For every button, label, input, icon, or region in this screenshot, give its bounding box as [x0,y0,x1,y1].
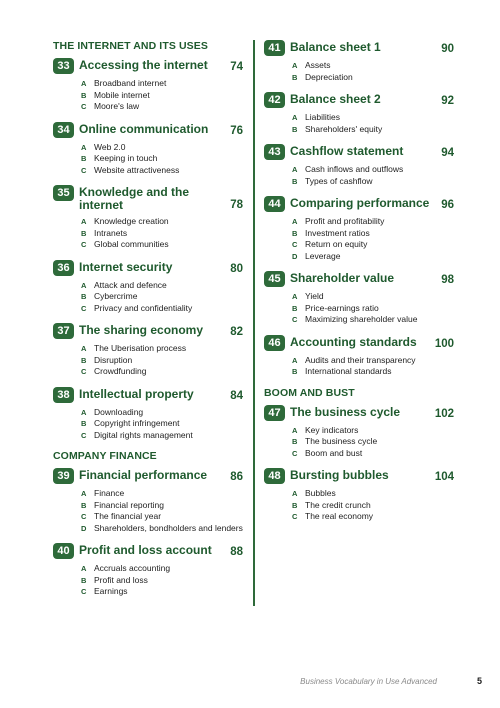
unit-heading [53,468,243,484]
unit-title: Accounting standards [290,334,417,349]
subtopic-text: Downloading [94,406,144,417]
subtopic-text: Finance [94,488,125,498]
unit-title: Shareholder value [290,271,395,285]
subtopic-item [81,407,243,419]
unit-heading [53,387,243,403]
unit-heading [53,323,243,339]
subtopic-list [292,112,454,135]
subtopic-list [81,407,243,442]
subtopic-text: Cybercrime [94,291,138,301]
unit-page-number: 80 [230,262,243,275]
subtopic-text: The real economy [305,511,374,521]
subtopic-letter: A [81,142,87,152]
subtopic-item [292,216,454,228]
unit-page-number: 86 [230,471,243,483]
subtopic-item [292,60,454,72]
column-divider [253,40,255,606]
subtopic-list [292,216,454,262]
unit-number-badge: 47 [264,405,285,421]
subtopic-item [81,153,243,165]
subtopic-text: Privacy and confidentiality [94,302,193,313]
subtopic-item [292,164,454,176]
unit-title: Financial performance [79,468,208,482]
subtopic-text: The business cycle [305,436,378,446]
unit-number-badge: 36 [53,260,74,276]
subtopic-item [292,239,454,251]
subtopic-item [292,303,454,315]
unit-page-number: 88 [230,546,243,558]
subtopic-item [81,228,243,240]
unit-entry [264,271,454,326]
unit-title: Online communication [79,121,209,136]
unit-heading [264,40,454,56]
subtopic-item [81,366,243,378]
unit-page-number: 102 [434,407,454,420]
subtopic-letter: C [81,367,87,376]
subtopic-letter: B [81,154,87,163]
unit-heading [264,92,454,108]
unit-entry [264,405,454,460]
unit-page-number: 94 [441,147,454,159]
unit-entry [53,122,243,177]
subtopic-list [81,280,243,315]
unit-heading [53,260,243,276]
subtopic-item [292,112,454,124]
subtopic-item [81,430,243,442]
subtopic-text: Crowdfunding [94,366,147,376]
subtopic-item [292,448,454,460]
unit-entry [53,260,243,315]
unit-entry [264,144,454,187]
unit-title: Balance sheet 1 [290,40,381,54]
subtopic-list [292,291,454,326]
unit-title: Bursting bubbles [290,468,389,482]
subtopic-text: Yield [305,291,324,301]
subtopic-text: Digital rights management [94,429,193,440]
unit-entry [53,543,243,598]
subtopic-letter: A [81,280,87,290]
subtopic-letter: B [81,500,87,510]
subtopic-text: Copyright infringement [94,418,180,428]
subtopic-letter: D [292,251,298,261]
subtopic-item [81,488,243,500]
subtopic-item [292,72,454,84]
subtopic-text: Cash inflows and outflows [305,164,404,174]
unit-title: The business cycle [290,404,401,419]
unit-heading [264,335,454,351]
unit-title: Profit and loss account [79,543,212,557]
subtopic-list [292,488,454,523]
unit-page-number: 98 [441,274,454,286]
subtopic-item [81,575,243,587]
unit-heading [53,58,243,74]
subtopic-text: Maximizing shareholder value [305,314,418,324]
subtopic-item [81,291,243,303]
subtopic-text: Audits and their transparency [305,354,416,365]
subtopic-letter: A [292,355,298,365]
subtopic-text: Shareholders, bondholders and lenders [94,522,243,533]
page-number: 5 [476,676,482,686]
subtopic-letter: B [292,228,298,238]
unit-entry [53,387,243,442]
section-heading: THE INTERNET AND ITS USES [53,40,208,52]
unit-title: Balance sheet 2 [290,92,381,106]
unit-heading [264,405,454,421]
page-footer [300,676,482,686]
unit-page-number: 90 [441,43,454,55]
unit-page-number: 76 [230,124,243,137]
subtopic-text: Disruption [94,354,133,365]
section-heading: BOOM AND BUST [264,386,355,399]
subtopic-item [292,176,454,188]
unit-page-number: 92 [441,95,454,107]
subtopic-item [81,563,243,575]
subtopic-text: Broadband internet [94,78,167,88]
subtopic-letter: A [292,61,298,70]
subtopic-item [292,425,454,437]
subtopic-text: The financial year [94,511,162,521]
unit-entry [53,323,243,378]
unit-heading [264,144,454,160]
unit-heading [264,468,454,484]
unit-page-number: 82 [230,326,243,338]
unit-page-number: 100 [434,337,454,350]
unit-entry [264,92,454,135]
unit-title: The sharing economy [79,323,204,337]
unit-title: Internet security [79,259,173,274]
subtopic-text: Intranets [94,227,128,238]
subtopic-text: Key indicators [305,424,359,435]
subtopic-item [81,418,243,430]
subtopic-text: Earnings [94,586,128,596]
subtopic-item [81,523,243,535]
unit-page-number: 78 [230,199,243,211]
subtopic-letter: C [292,448,298,458]
unit-title: Comparing performance [290,196,430,210]
subtopic-item [81,78,243,90]
subtopic-list [81,142,243,177]
subtopic-letter: A [292,425,298,435]
subtopic-letter: A [292,217,298,226]
subtopic-text: Shareholders' equity [305,123,383,134]
unit-entry [264,196,454,262]
subtopic-text: Keeping in touch [94,153,158,163]
unit-number-badge: 45 [264,271,285,287]
subtopic-letter: C [81,303,87,313]
subtopic-text: Moore's law [94,101,140,111]
subtopic-text: Depreciation [305,71,353,82]
subtopic-item [81,239,243,251]
subtopic-letter: B [292,303,298,313]
unit-entry [53,58,243,113]
subtopic-list [81,343,243,378]
subtopic-text: The credit crunch [305,499,371,510]
subtopic-text: Liabilities [305,112,340,122]
subtopic-letter: C [292,315,298,324]
subtopic-letter: B [292,500,298,510]
unit-number-badge: 34 [53,122,74,138]
subtopic-letter: D [81,523,87,533]
subtopic-item [81,343,243,355]
subtopic-text: Boom and bust [305,447,363,458]
subtopic-text: Profit and loss [94,574,148,585]
subtopic-letter: C [81,102,87,111]
subtopic-item [81,511,243,523]
subtopic-text: Website attractiveness [94,164,180,175]
subtopic-item [81,303,243,315]
subtopic-text: Types of cashflow [305,175,373,186]
subtopic-letter: C [81,240,87,249]
subtopic-list [292,60,454,83]
subtopic-letter: B [292,437,298,446]
subtopic-letter: B [81,419,87,428]
subtopic-item [81,500,243,512]
unit-page-number: 74 [230,61,243,73]
subtopic-list [81,216,243,251]
subtopic-item [81,165,243,177]
subtopic-text: Bubbles [305,488,336,498]
subtopic-item [81,586,243,598]
subtopic-list [292,164,454,187]
unit-entry [264,40,454,83]
subtopic-letter: A [81,79,87,88]
unit-title: Accessing the internet [79,58,208,72]
unit-number-badge: 41 [264,40,285,56]
subtopic-item [292,511,454,523]
subtopic-letter: B [81,575,87,585]
unit-entry [53,468,243,534]
subtopic-item [292,314,454,326]
subtopic-item [81,90,243,102]
subtopic-letter: A [81,217,87,226]
unit-page-number: 84 [230,389,243,402]
book-title: Business Vocabulary in Use Advanced [300,677,437,686]
unit-heading [264,196,454,212]
unit-number-badge: 42 [264,92,285,108]
subtopic-letter: A [292,113,298,122]
unit-entry [264,468,454,523]
unit-heading [53,185,243,212]
subtopic-item [292,436,454,448]
subtopic-letter: A [81,489,87,498]
subtopic-letter: C [81,512,87,521]
unit-number-badge: 37 [53,323,74,339]
subtopic-item [292,488,454,500]
subtopic-text: Global communities [94,239,169,249]
unit-heading [264,271,454,287]
subtopic-item [292,500,454,512]
subtopic-item [81,101,243,113]
subtopic-item [81,280,243,292]
contents-right-column [264,40,454,532]
subtopic-text: Attack and defence [94,279,167,290]
subtopic-letter: B [81,355,87,365]
unit-heading [53,122,243,138]
subtopic-item [292,291,454,303]
unit-number-badge: 33 [53,58,74,74]
subtopic-text: International standards [305,366,392,376]
subtopic-letter: B [292,72,298,82]
subtopic-letter: B [81,90,87,100]
unit-page-number: 104 [434,471,454,483]
unit-entry [264,335,454,378]
unit-number-badge: 39 [53,468,74,484]
unit-number-badge: 43 [264,144,285,160]
unit-number-badge: 44 [264,196,285,212]
unit-number-badge: 46 [264,335,285,351]
subtopic-text: Return on equity [305,239,368,249]
subtopic-list [292,425,454,460]
subtopic-text: Financial reporting [94,499,164,510]
subtopic-item [292,251,454,263]
unit-title: Intellectual property [79,386,194,401]
subtopic-text: Assets [305,60,331,70]
unit-entry [53,185,243,251]
subtopic-letter: B [292,124,298,134]
unit-number-badge: 38 [53,387,74,403]
subtopic-text: Web 2.0 [94,141,126,152]
subtopic-text: Investment ratios [305,227,370,238]
subtopic-letter: C [81,587,87,596]
subtopic-list [81,563,243,598]
subtopic-text: Mobile internet [94,89,150,100]
subtopic-letter: C [81,430,87,440]
unit-page-number: 96 [441,199,454,211]
subtopic-letter: C [81,165,87,175]
subtopic-letter: A [292,292,298,301]
subtopic-item [81,142,243,154]
subtopic-text: Profit and profitability [305,216,385,226]
subtopic-text: Accruals accounting [94,563,171,573]
subtopic-letter: B [292,176,298,186]
contents-left-column [53,40,243,607]
subtopic-item [81,355,243,367]
subtopic-text: Leverage [305,250,341,261]
subtopic-list [81,488,243,534]
unit-title: Knowledge and the internet [79,185,190,212]
subtopic-letter: A [81,407,87,417]
subtopic-letter: B [81,292,87,301]
subtopic-text: The Uberisation process [94,343,187,353]
subtopic-letter: B [292,367,298,376]
unit-number-badge: 48 [264,468,285,484]
subtopic-letter: C [292,240,298,249]
subtopic-text: Price-earnings ratio [305,302,379,313]
subtopic-letter: B [81,228,87,238]
subtopic-letter: A [292,489,298,498]
subtopic-letter: A [81,564,87,573]
unit-number-badge: 35 [53,185,74,201]
subtopic-item [292,366,454,378]
subtopic-list [81,78,243,113]
subtopic-item [292,228,454,240]
section-heading: COMPANY FINANCE [53,450,157,462]
subtopic-item [292,355,454,367]
unit-title: Cashflow statement [290,144,404,158]
subtopic-letter: C [292,512,298,521]
subtopic-letter: A [292,165,298,174]
subtopic-item [292,124,454,136]
unit-heading [53,543,243,559]
unit-number-badge: 40 [53,543,74,559]
subtopic-letter: A [81,344,87,353]
subtopic-item [81,216,243,228]
subtopic-text: Knowledge creation [94,216,169,226]
subtopic-list [292,355,454,378]
